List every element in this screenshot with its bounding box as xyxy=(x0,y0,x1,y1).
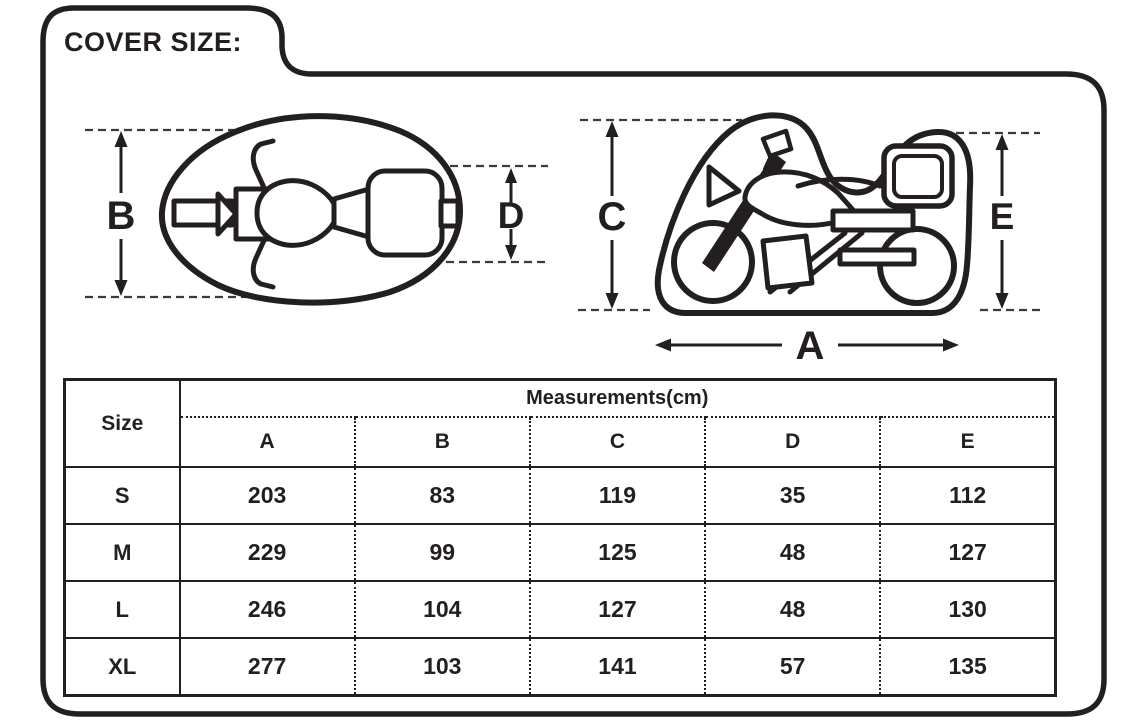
column-header-c: C xyxy=(530,417,705,467)
top-view-diagram xyxy=(80,108,580,320)
column-header-b: B xyxy=(355,417,530,467)
column-header-a: A xyxy=(180,417,355,467)
dimension-label-e: E xyxy=(989,196,1015,237)
dimension-b-arrow xyxy=(107,131,136,296)
dimension-c-arrow xyxy=(598,121,627,309)
cell-value: 130 xyxy=(880,581,1055,638)
cell-value: 57 xyxy=(705,638,880,696)
cell-value: 83 xyxy=(355,467,530,524)
column-header-row xyxy=(65,417,1056,467)
size-label: S xyxy=(65,467,180,524)
measurements-table xyxy=(63,378,1057,697)
size-label: M xyxy=(65,524,180,581)
cell-value: 48 xyxy=(705,524,880,581)
table-row-m xyxy=(65,524,1056,581)
cell-value: 127 xyxy=(530,581,705,638)
cell-value: 246 xyxy=(180,581,355,638)
size-label: L xyxy=(65,581,180,638)
cell-value: 141 xyxy=(530,638,705,696)
dimension-label-b: B xyxy=(106,194,136,238)
dimension-label-a: A xyxy=(795,324,825,367)
dimension-d-arrow xyxy=(498,168,525,260)
cell-value: 125 xyxy=(530,524,705,581)
table-row-xl xyxy=(65,638,1056,696)
cell-value: 229 xyxy=(180,524,355,581)
cell-value: 48 xyxy=(705,581,880,638)
table-row-l xyxy=(65,581,1056,638)
column-header-e: E xyxy=(880,417,1055,467)
size-label: XL xyxy=(65,638,180,696)
size-column-header: Size xyxy=(65,380,180,468)
cell-value: 203 xyxy=(180,467,355,524)
measurements-header: Measurements(cm) xyxy=(526,387,709,409)
cell-value: 135 xyxy=(880,638,1055,696)
dimension-label-c: C xyxy=(597,195,627,239)
cell-value: 277 xyxy=(180,638,355,696)
cell-value: 103 xyxy=(355,638,530,696)
column-header-d: D xyxy=(705,417,880,467)
cell-value: 119 xyxy=(530,467,705,524)
dimension-label-d: D xyxy=(497,195,525,236)
cell-value: 99 xyxy=(355,524,530,581)
cell-value: 104 xyxy=(355,581,530,638)
table-row-s xyxy=(65,467,1056,524)
cell-value: 35 xyxy=(705,467,880,524)
cell-value: 127 xyxy=(880,524,1055,581)
cell-value: 112 xyxy=(880,467,1055,524)
dimension-e-arrow xyxy=(990,134,1015,309)
side-view-diagram xyxy=(575,105,1070,367)
dimension-a-arrow xyxy=(655,324,959,367)
page-title: COVER SIZE: xyxy=(64,27,243,57)
